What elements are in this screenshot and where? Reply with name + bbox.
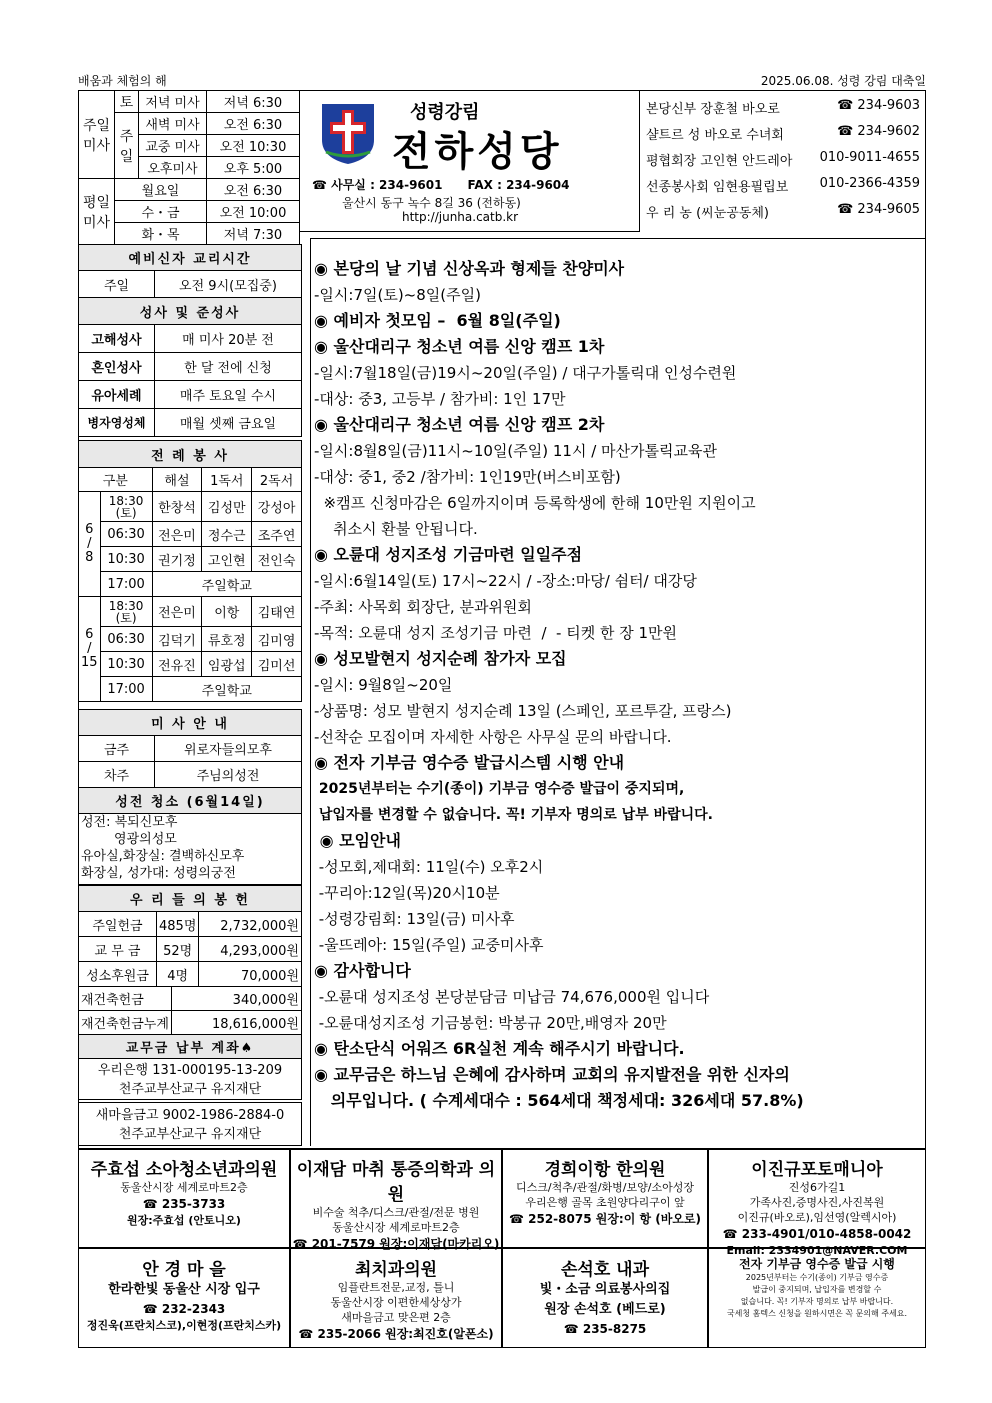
ad-phone: ☎ 233-4901/010-4858-0042 xyxy=(722,1227,912,1241)
ad-extra: 원장:주효섭 (안토니오) xyxy=(127,1214,241,1227)
ad-line: 우리은행 골목 초원양다리구이 앞 xyxy=(525,1196,685,1209)
weekday-name: 월요일 xyxy=(115,179,207,201)
contact-row xyxy=(640,146,926,172)
ad-line: 없습니다. 꼭! 기부자 명의로 납부 바랍니다. xyxy=(740,1297,894,1306)
ad-title: 주효섭 소아청소년과의원 xyxy=(90,1160,278,1180)
contact-phone: ☎ 234-9602 xyxy=(837,124,920,139)
liturgy-cell: 김성만 xyxy=(202,492,252,522)
ad-phone: ☎ 235-3733 xyxy=(142,1197,226,1211)
liturgy-header: 구분 xyxy=(79,468,153,492)
announcement-heading: ◉ 전자 기부금 영수증 발급시스템 시행 안내 xyxy=(314,753,625,772)
accounts-title: 교무금 납부 계좌♠ xyxy=(79,1035,302,1059)
announcement-heading: ◉ 본당의 날 기념 신상옥과 형제들 찬양미사 xyxy=(314,259,625,278)
ad-line: 새마을금고 맞은편 2층 xyxy=(341,1311,451,1324)
church-name: 전하성당 xyxy=(392,128,563,175)
sacrament-name: 유아세례 xyxy=(79,381,155,409)
ad-title: 손석호 내과 xyxy=(560,1260,650,1280)
weekday-time: 오전 6:30 xyxy=(207,179,300,201)
ad-line: 한라한빛 동울산 시장 입구 xyxy=(108,1282,260,1297)
liturgy-cell: 강성아 xyxy=(252,492,302,522)
ad-phone: ☎ 232-2343 xyxy=(142,1302,226,1316)
weekday-time: 오전 10:00 xyxy=(207,201,300,223)
mass-guide-title: 미 사 안 내 xyxy=(79,710,302,736)
liturgy-header: 1독서 xyxy=(202,468,252,492)
announcement-line: -일시:7월18일(금)19시~20일(주일) / 대구가톨릭대 인성수련원 xyxy=(314,364,737,382)
announcement-line: -일시:8월8일(금)11시~10일(주일) 11시 / 마산가톨릭교육관 xyxy=(314,442,717,460)
sacrament-desc: 매 미사 20분 전 xyxy=(155,325,302,353)
ad-line: 원장 손석호 (베드로) xyxy=(544,1302,666,1317)
offering-name: 주일헌금 xyxy=(79,912,157,937)
offering-title: 우 리 들 의 봉 헌 xyxy=(79,886,302,912)
ad-box xyxy=(502,1248,708,1348)
contact-phone: ☎ 234-9605 xyxy=(837,202,920,217)
announcement-line: -성령강림회: 13일(금) 미사후 xyxy=(314,910,515,928)
announcement-line: 2025년부터는 수기(종이) 기부금 영수증 발급이 중지되며, xyxy=(314,781,685,797)
liturgy-cell: 전은미 xyxy=(152,522,202,547)
ad-title: 최치과의원 xyxy=(354,1260,438,1280)
ad-title: 안 경 마 을 xyxy=(142,1260,226,1280)
contact-row xyxy=(640,172,926,198)
offering-count: 485명 xyxy=(157,912,199,937)
ad-extra: Email: 2334901@NAVER.COM xyxy=(726,1244,908,1257)
offering-amount: 70,000원 xyxy=(199,962,302,987)
announcement-heading: 의무입니다. ( 수계세대수 : 564세대 책정세대: 326세대 57.8%) xyxy=(314,1091,804,1110)
announcement-heading: ◉ 모임안내 xyxy=(314,831,401,850)
offering-table xyxy=(78,885,302,987)
ad-phone: ☎ 235-8275 xyxy=(563,1322,647,1336)
church-block xyxy=(300,90,640,232)
mass-time: 오전 10:30 xyxy=(207,135,300,157)
ad-box xyxy=(708,1148,926,1257)
announcement-heading: ◉ 울산대리구 청소년 여름 신앙 캠프 2차 xyxy=(314,415,605,434)
liturgy-cell: 이항 xyxy=(202,597,252,627)
announcement-line: -대상: 중3, 고등부 / 참가비: 1인 17만 xyxy=(314,390,566,408)
mass-schedule xyxy=(78,90,300,245)
announcement-line: -일시: 9월8일~20일 xyxy=(314,676,453,694)
sat-label: 토 xyxy=(115,91,139,113)
liturgy-time: 06:30 xyxy=(100,522,152,547)
announcements xyxy=(314,256,922,1114)
sacrament-name: 혼인성사 xyxy=(79,353,155,381)
contact-name: 평협회장 고인현 안드레아 xyxy=(646,154,793,169)
contact-phone: ☎ 234-9603 xyxy=(837,98,920,113)
ad-title: 전자 기부금 영수증 발급 시행 xyxy=(739,1257,895,1271)
cleaning-title: 성전 청소 (6월14일) xyxy=(79,788,302,814)
liturgy-cell: 전유진 xyxy=(152,652,202,677)
announcement-line: -오륜대성지조성 기금봉헌: 박봉규 20만,배영자 20만 xyxy=(314,1014,667,1032)
liturgy-cell: 조주연 xyxy=(252,522,302,547)
announcement-line: -울뜨레아: 15일(주일) 교중미사후 xyxy=(314,936,544,954)
ad-line: 가족사진,증명사진,사진복원 xyxy=(749,1196,885,1209)
ad-box xyxy=(502,1148,708,1248)
offering-name: 성소후원금 xyxy=(79,962,157,987)
office-phone: ☎ 사무실 : 234-9601 FAX : 234-9604 xyxy=(312,178,570,192)
contacts xyxy=(640,94,926,224)
contact-row xyxy=(640,94,926,120)
contact-name: 본당신부 장훈철 바오로 xyxy=(646,102,780,117)
liturgy-time: 06:30 xyxy=(100,627,152,652)
contact-row xyxy=(640,198,926,224)
announcement-line: ※캠프 신청마감은 6일까지이며 등록학생에 한해 10만원 지원이고 xyxy=(314,494,756,512)
ad-title: 경희이항 한의원 xyxy=(544,1160,666,1180)
announcement-heading: ◉ 예비자 첫모임 – 6월 8일(주일) xyxy=(314,311,561,330)
sacraments-title: 성사 및 준성사 xyxy=(79,298,302,325)
liturgy-cell: 권기정 xyxy=(152,547,202,572)
ad-line: 발급이 중지되며, 납입자를 변경할 수 xyxy=(752,1285,882,1294)
ad-title: 이진규포토매니아 xyxy=(751,1160,883,1180)
cleaning-line: 화장실, 성가대: 성령의궁전 xyxy=(81,866,236,881)
rebuild-amount: 340,000원 xyxy=(171,987,301,1011)
liturgy-time: 10:30 xyxy=(100,652,152,677)
cleaning-list xyxy=(78,813,302,885)
weekday-name: 화・목 xyxy=(115,223,207,245)
ad-line: 동울산시장 이편한세상상가 xyxy=(330,1296,462,1309)
church-subtitle: 성령강림 xyxy=(410,102,480,123)
offering-amount: 2,732,000원 xyxy=(199,912,302,937)
announcement-line: -대상: 중1, 중2 /참가비: 1인19만(버스비포함) xyxy=(314,468,621,486)
liturgy-table xyxy=(78,440,302,702)
page-header xyxy=(78,70,926,90)
announcement-line: -상품명: 성모 발현지 성지순례 13일 (스페인, 포르투갈, 프랑스) xyxy=(314,702,732,720)
liturgy-cell: 김미선 xyxy=(252,652,302,677)
announcement-line: -주최: 사목회 회장단, 분과위원회 xyxy=(314,598,532,616)
church-address: 울산시 동구 녹수 8길 36 (전하동) xyxy=(342,196,521,210)
ad-phone: ☎ 201-7579 원장:이재담(마카리오) xyxy=(292,1237,500,1251)
liturgy-cell: 김태연 xyxy=(252,597,302,627)
liturgy-cell: 한창석 xyxy=(152,492,202,522)
contact-row xyxy=(640,120,926,146)
announcement-line: 납입자를 변경할 수 없습니다. 꼭! 기부자 명의로 납부 바랍니다. xyxy=(314,807,713,823)
announcement-heading: ◉ 탄소단식 어워즈 6R실천 계속 해주시기 바랍니다. xyxy=(314,1039,685,1058)
account-box xyxy=(78,1058,302,1100)
account-line1: 우리은행 131-000195-13-209 xyxy=(97,1063,283,1078)
rebuild-amount: 18,616,000원 xyxy=(171,1011,301,1035)
announcement-line: 취소시 환불 안됩니다. xyxy=(314,520,478,538)
liturgy-time: 17:00 xyxy=(100,677,152,702)
ad-line: 이진규(바오로),임선영(알렉시아) xyxy=(737,1211,897,1224)
announcement-line: -목적: 오륜대 성지 조성기금 마련 / - 티켓 한 장 1만원 xyxy=(314,624,678,642)
ad-line: 디스크/척추/관절/화병/보양/소아성장 xyxy=(516,1181,694,1194)
liturgy-header: 해설 xyxy=(152,468,202,492)
liturgy-header: 2독서 xyxy=(252,468,302,492)
announcement-heading: ◉ 오륜대 성지조성 기금마련 일일주점 xyxy=(314,545,583,564)
announcement-heading: ◉ 감사합니다 xyxy=(314,961,411,980)
sun-label: 주 일 xyxy=(115,113,139,179)
liturgy-time: 18:30 (토) xyxy=(100,492,152,522)
ad-line: 동울산시장 세계로마트2층 xyxy=(120,1181,248,1194)
liturgy-cell: 전은미 xyxy=(152,597,202,627)
weekday-mass-label: 평일 미사 xyxy=(79,179,115,245)
cleaning-line: 유아실,화장실: 결백하신모후 xyxy=(81,849,245,864)
cleaning-line: 영광의성모 xyxy=(81,832,177,847)
liturgy-cell: 김덕기 xyxy=(152,627,202,652)
contact-name: 우 리 농 (씨눈공동체) xyxy=(646,206,770,221)
ad-line: 임플란트전문,교정, 틀니 xyxy=(337,1281,455,1294)
liturgy-cell: 류호정 xyxy=(202,627,252,652)
ad-box xyxy=(78,1148,290,1248)
catechumen-day: 주일 xyxy=(79,271,155,298)
church-url[interactable]: http://junha.catb.kr xyxy=(402,210,519,224)
liturgy-time: 17:00 xyxy=(100,572,152,597)
account-box xyxy=(78,1102,302,1146)
liturgy-date: 6 / 8 xyxy=(79,492,101,597)
liturgy-school: 주일학교 xyxy=(152,572,301,597)
cleaning-line: 성전: 복되신모후 xyxy=(81,815,178,830)
issue-date: 2025.06.08. 성령 강림 대축일 xyxy=(760,74,926,88)
announcement-line: -일시:6월14일(토) 17시~22시 / -장소:마당/ 쉼터/ 대강당 xyxy=(314,572,697,590)
sunday-mass-label: 주일 미사 xyxy=(79,91,115,179)
announcement-heading: ◉ 성모발현지 성지순례 참가자 모집 xyxy=(314,649,567,668)
contact-phone: 010-2366-4359 xyxy=(819,176,920,191)
ad-phone: ☎ 235-2066 원장:최진호(알폰소) xyxy=(298,1327,494,1341)
announcement-line: -성모회,제대회: 11일(수) 오후2시 xyxy=(314,858,544,876)
church-logo xyxy=(318,100,378,166)
contact-name: 샬트르 성 바오로 수녀회 xyxy=(646,128,784,143)
catechumen-title: 예비신자 교리시간 xyxy=(79,245,302,271)
liturgy-cell: 전인숙 xyxy=(252,547,302,572)
mass-name: 새벽 미사 xyxy=(139,113,207,135)
announcement-line: -일시:7일(토)~8일(주일) xyxy=(314,286,481,304)
weekday-name: 수・금 xyxy=(115,201,207,223)
year-theme: 배움과 체험의 해 xyxy=(78,74,167,88)
offering-count: 4명 xyxy=(157,962,199,987)
ad-extra: 정진욱(프란치스코),이현정(프란치스카) xyxy=(86,1319,282,1332)
liturgy-cell: 임광섭 xyxy=(202,652,252,677)
mass-time: 오전 6:30 xyxy=(207,113,300,135)
account-line2: 천주교부산교구 유지재단 xyxy=(118,1082,262,1097)
announcement-heading: ◉ 울산대리구 청소년 여름 신앙 캠프 1차 xyxy=(314,337,605,356)
mass-guide-week: 차주 xyxy=(79,762,155,788)
mass-guide-week: 금주 xyxy=(79,736,155,762)
rebuild-name: 재건축헌금누계 xyxy=(79,1011,172,1035)
announcement-line: -선착순 모집이며 자세한 사항은 사무실 문의 바랍니다. xyxy=(314,728,672,746)
weekday-time: 저녁 7:30 xyxy=(207,223,300,245)
mass-guide-desc: 위로자들의모후 xyxy=(155,736,302,762)
ad-phone: ☎ 252-8075 원장:이 항 (바오로) xyxy=(509,1212,701,1226)
contact-phone: 010-9011-4655 xyxy=(819,150,920,165)
offering-count: 52명 xyxy=(157,937,199,962)
announcement-line: -오륜대 성지조성 본당분담금 미납금 74,676,000원 입니다 xyxy=(314,988,710,1006)
ad-line: 동울산시장 세계로마트2층 xyxy=(332,1221,460,1234)
liturgy-school: 주일학교 xyxy=(152,677,301,702)
sacrament-desc: 한 달 전에 신청 xyxy=(155,353,302,381)
catechumen-time: 오전 9시(모집중) xyxy=(155,271,302,298)
mass-guide-table xyxy=(78,709,302,814)
offering-name: 교 무 금 xyxy=(79,937,157,962)
left-column xyxy=(78,244,302,437)
ad-line: 국세청 홈텍스 신청을 원하시면은 꼭 문의해 주세요. xyxy=(726,1309,908,1318)
offering-amount: 4,293,000원 xyxy=(199,937,302,962)
liturgy-title: 전 례 봉 사 xyxy=(79,441,302,468)
account-line2: 천주교부산교구 유지재단 xyxy=(118,1127,262,1142)
rebuild-name: 재건축헌금 xyxy=(79,987,172,1011)
liturgy-cell: 고인현 xyxy=(202,547,252,572)
ad-box xyxy=(708,1248,926,1348)
liturgy-cell: 김미영 xyxy=(252,627,302,652)
announcement-line: -꾸리아:12일(목)20시10분 xyxy=(314,884,500,902)
mass-time: 저녁 6:30 xyxy=(207,91,300,113)
ad-box xyxy=(290,1148,502,1251)
ad-title: 이재담 마취 통증의학과 의원 xyxy=(296,1160,496,1205)
ad-box xyxy=(78,1248,290,1348)
ad-line: 진성6가길1 xyxy=(788,1181,846,1194)
sacrament-name: 병자영성체 xyxy=(79,409,155,437)
ad-line: 비수술 척추/디스크/관절/전문 병원 xyxy=(312,1206,480,1219)
liturgy-cell: 정수근 xyxy=(202,522,252,547)
liturgy-time: 18:30 (토) xyxy=(100,597,152,627)
liturgy-time: 10:30 xyxy=(100,547,152,572)
liturgy-date: 6 / 15 xyxy=(79,597,101,702)
mass-name: 저녁 미사 xyxy=(139,91,207,113)
mass-name: 교중 미사 xyxy=(139,135,207,157)
sacrament-desc: 매주 토요일 수시 xyxy=(155,381,302,409)
announcement-heading: ◉ 교무금은 하느님 은혜에 감사하며 교회의 유지발전을 위한 신자의 xyxy=(314,1065,790,1084)
ad-box xyxy=(290,1248,502,1348)
ad-line: 2025년부터는 수기(종이) 기부금 영수증 xyxy=(745,1273,889,1282)
contact-name: 선종봉사회 임현용필립보 xyxy=(646,180,789,195)
sacrament-desc: 매월 셋째 금요일 xyxy=(155,409,302,437)
mass-name: 오후미사 xyxy=(139,157,207,179)
ad-line: 빛・소금 의료봉사의집 xyxy=(539,1282,671,1297)
mass-time: 오후 5:00 xyxy=(207,157,300,179)
account-line1: 새마을금고 9002-1986-2884-0 xyxy=(95,1108,285,1123)
mass-guide-desc: 주님의성전 xyxy=(155,762,302,788)
rebuild-table xyxy=(78,986,302,1059)
sacrament-name: 고해성사 xyxy=(79,325,155,353)
